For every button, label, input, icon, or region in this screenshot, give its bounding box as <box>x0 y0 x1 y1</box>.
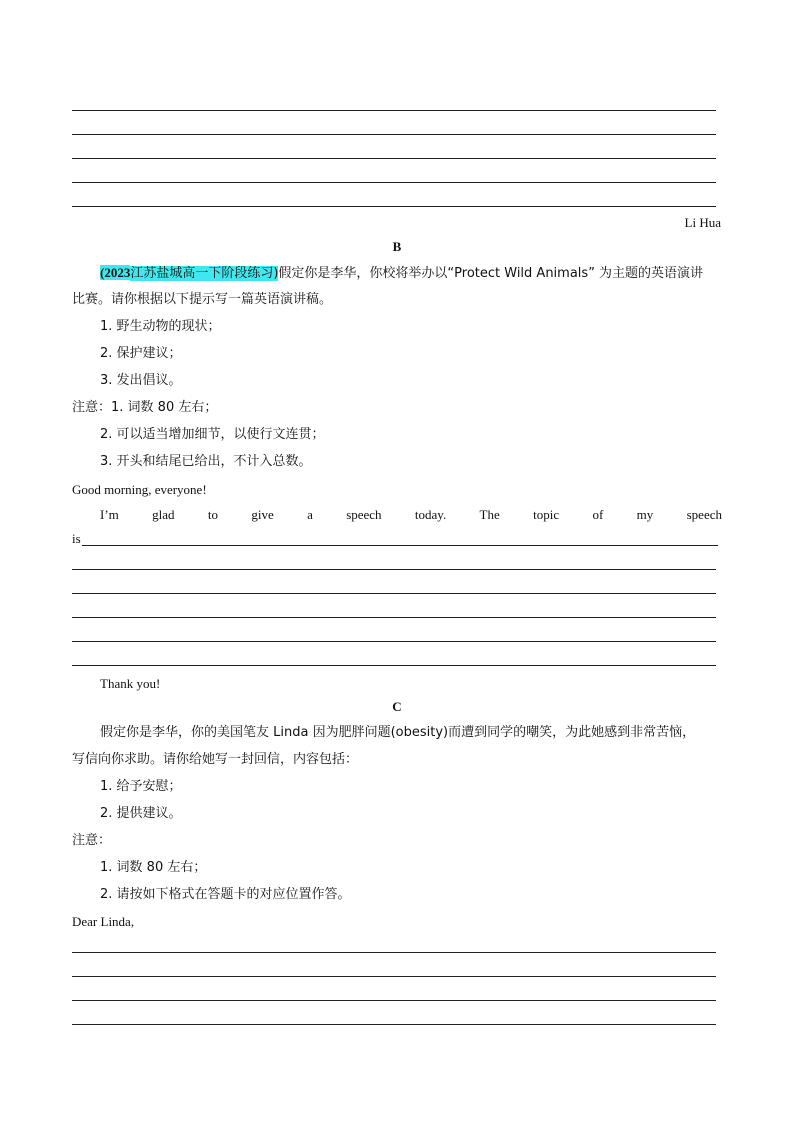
letter-salutation: Dear Linda, <box>72 914 135 929</box>
answer-line <box>72 569 716 570</box>
word: today. <box>414 507 447 522</box>
word: to <box>207 507 218 522</box>
answer-line <box>72 976 716 977</box>
section-c-heading: C <box>392 699 402 714</box>
answer-line <box>72 617 716 618</box>
word: my <box>636 507 654 522</box>
answer-line <box>72 110 716 111</box>
section-b-heading: B <box>392 239 402 254</box>
section-b-prompt-line1 <box>100 265 703 282</box>
speech-continuation: is <box>72 531 81 546</box>
word: topic <box>533 507 560 522</box>
note-item: 3. 开头和结尾已给出，不计入总数。 <box>100 454 312 469</box>
answer-line <box>72 182 716 183</box>
answer-line <box>72 641 716 642</box>
speech-opening: Good morning, everyone! <box>72 482 207 497</box>
speech-first-sentence <box>100 507 722 523</box>
note-item: 2. 请按如下格式在答题卡的对应位置作答。 <box>100 887 351 902</box>
answer-line <box>72 665 716 666</box>
word: speech <box>686 507 722 522</box>
notes-label <box>72 400 217 416</box>
word: a <box>307 507 313 522</box>
prompt-text: 假定你是李华，你校将举办以“Protect Wild Animals” 为主题的英语演讲 <box>278 266 704 281</box>
word: of <box>592 507 604 522</box>
section-c-prompt-line1: 假定你是李华，你的美国笔友 Linda 因为肥胖问题(obesity)而遭到同学的嘲笑，为此她感到非常苦恼， <box>100 725 696 740</box>
answer-line <box>72 158 716 159</box>
note-item: 1. 词数 80 左右； <box>100 860 207 875</box>
word: The <box>479 507 500 522</box>
note-item: 2. 可以适当增加细节，以使行文连贯； <box>100 427 325 442</box>
answer-line <box>82 545 718 546</box>
answer-line <box>72 1000 716 1001</box>
point-item: 2. 保护建议； <box>100 346 182 361</box>
answer-line <box>72 1024 716 1025</box>
answer-line <box>72 952 716 953</box>
point-item: 3. 发出倡议。 <box>100 373 182 388</box>
point-item: 1. 给予安慰； <box>100 779 182 794</box>
notes-label: 注意： <box>72 833 112 848</box>
section-b-prompt-line2: 比赛。请你根据以下提示写一篇英语演讲稿。 <box>72 292 333 307</box>
speech-closing: Thank you! <box>100 676 161 691</box>
note-item: 1. 词数 80 左右； <box>111 400 218 415</box>
word: give <box>251 507 274 522</box>
answer-line <box>72 134 716 135</box>
word: I’m <box>100 507 119 522</box>
word: speech <box>346 507 382 522</box>
notes-label-text: 注意： <box>72 400 112 415</box>
answer-line <box>72 593 716 594</box>
point-item: 1. 野生动物的现状； <box>100 319 221 334</box>
point-item: 2. 提供建议。 <box>100 806 182 821</box>
source-place-highlight: 江苏盐城高一下阶段练习) <box>130 266 279 281</box>
source-year-highlight: (2023 <box>100 265 131 280</box>
section-c-prompt-line2: 写信向你求助。请你给她写一封回信，内容包括： <box>72 752 359 767</box>
signature: Li Hua <box>684 215 721 230</box>
answer-line <box>72 206 716 207</box>
word: glad <box>152 507 175 522</box>
